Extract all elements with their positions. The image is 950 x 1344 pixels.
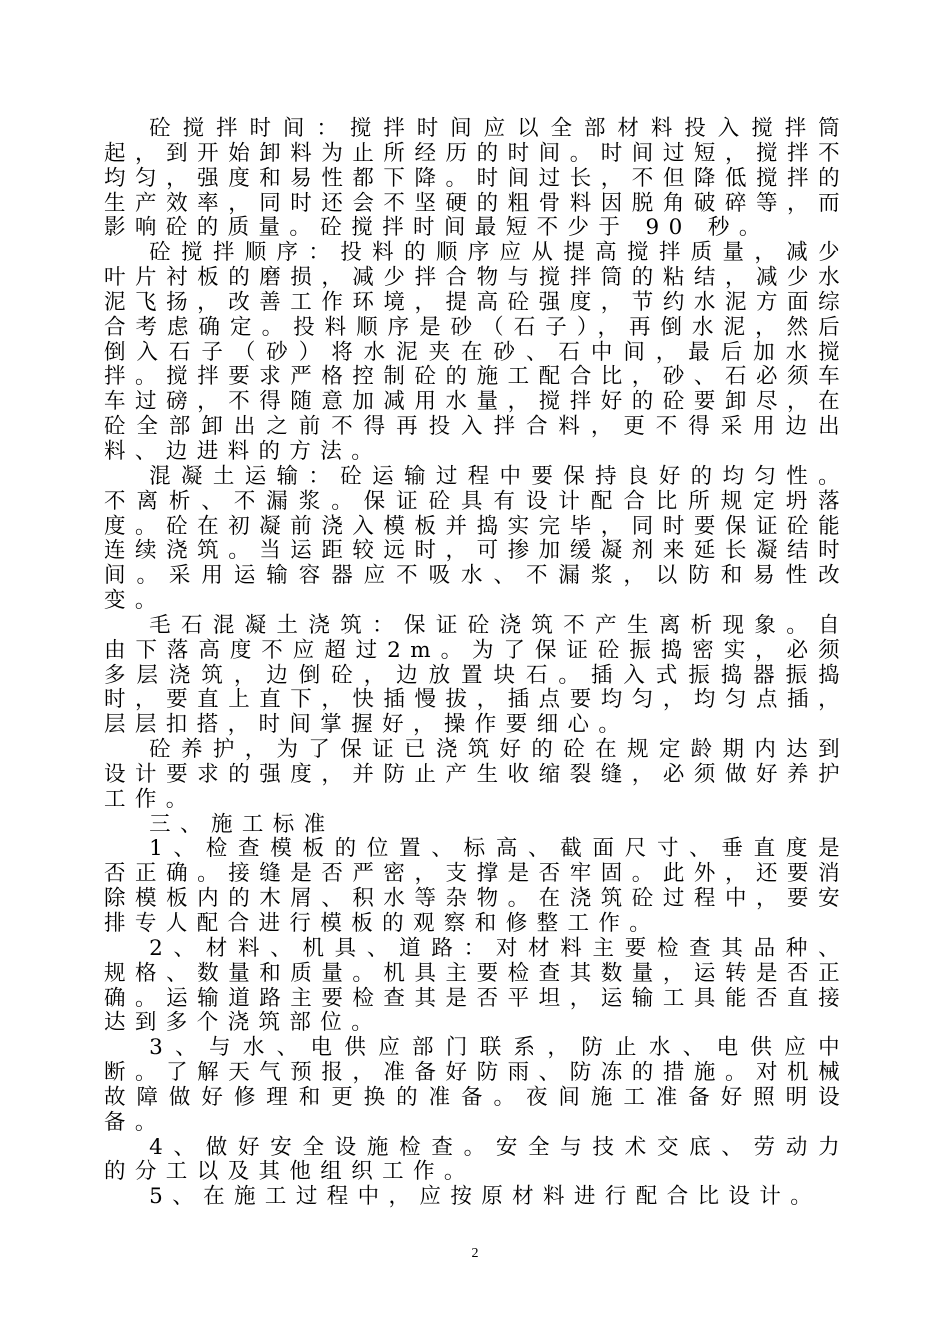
page-number: 2: [471, 1246, 479, 1261]
paragraph-mixing-order: 砼搅拌顺序：投料的顺序应从提高搅拌质量，减少叶片衬板的磨损，减少拌合物与搅拌筒的粘结，减少水泥飞扬，改善工作环境，提高砼强度，节约水泥方面综合考虑确定。投料顺序是砂（石子），再倒水泥，然后倒入石子（砂）将水泥夹在砂、石中间，最后加水搅拌。搅拌要求严格控制砼的施工配合比，砂、石必须车车过磅，不得随意加减用水量，搅拌好的砼要卸尽，在砼全部卸出之前不得再投入拌合料，更不得采用边出料、边进料的方法。: [104, 240, 849, 464]
paragraph-rubble-concrete-pouring: 毛石混凝土浇筑：保证砼浇筑不产生离析现象。自由下落高度不应超过2m。为了保证砼振捣密实，必须多层浇筑，边倒砼，边放置块石。插入式振捣器振捣时，要直上直下，快插慢拔，插点要均匀，均匀点插，层层扣搭，时间掌握好，操作要细心。: [104, 612, 849, 738]
list-item-5: 5、在施工过程中，应按原材料进行配合比设计。: [149, 1184, 822, 1210]
list-item-1: 1、检查模板的位置、标高、截面尺寸、垂直度是否正确。接缝是否严密，支撑是否牢固。此外，还要消除模板内的木屑、积水等杂物。在浇筑砼过程中，要安排专人配合进行模板的观察和修整工作。: [104, 836, 849, 936]
section-heading-construction-standards: 三、施工标准: [149, 811, 335, 837]
list-item-2: 2、材料、机具、道路：对材料主要检查其品种、规格、数量和质量。机具主要检查其数量，运转是否正确。运输道路主要检查其是否平坦，运输工具能否直接达到多个浇筑部位。: [104, 935, 849, 1036]
paragraph-concrete-transport: 混凝土运输：砼运输过程中要保持良好的均匀性。不离析、不漏浆。保证砼具有设计配合比所规定坍落度。砼在初凝前浇入模板并捣实完毕，同时要保证砼能连续浇筑。当运距较远时，可掺加缓凝剂来延长凝结时间。采用运输容器应不吸水、不漏浆，以防和易性改变。: [104, 463, 849, 614]
paragraph-concrete-curing: 砼养护，为了保证已浇筑好的砼在规定龄期内达到设计要求的强度，并防止产生收缩裂缝，必须做好养护工作。: [104, 737, 849, 812]
list-item-4: 4、做好安全设施检查。安全与技术交底、劳动力的分工以及其他组织工作。: [104, 1134, 849, 1185]
paragraph-mixing-time: 砼搅拌时间：搅拌时间应以全部材料投入搅拌筒起，到开始卸料为止所经历的时间。时间过短，搅拌不均匀，强度和易性都下降。时间过长，不但降低搅拌的生产效率，同时还会不坚硬的粗骨料因脱角破碎等，而影响砼的质量。砼搅拌时间最短不少于 90 秒。: [104, 116, 849, 241]
document-body: [104, 117, 849, 1210]
list-item-3: 3、与水、电供应部门联系，防止水、电供应中断。了解天气预报，准备好防雨、防冻的措施。对机械故障做好修理和更换的准备。夜间施工准备好照明设备。: [104, 1035, 849, 1135]
